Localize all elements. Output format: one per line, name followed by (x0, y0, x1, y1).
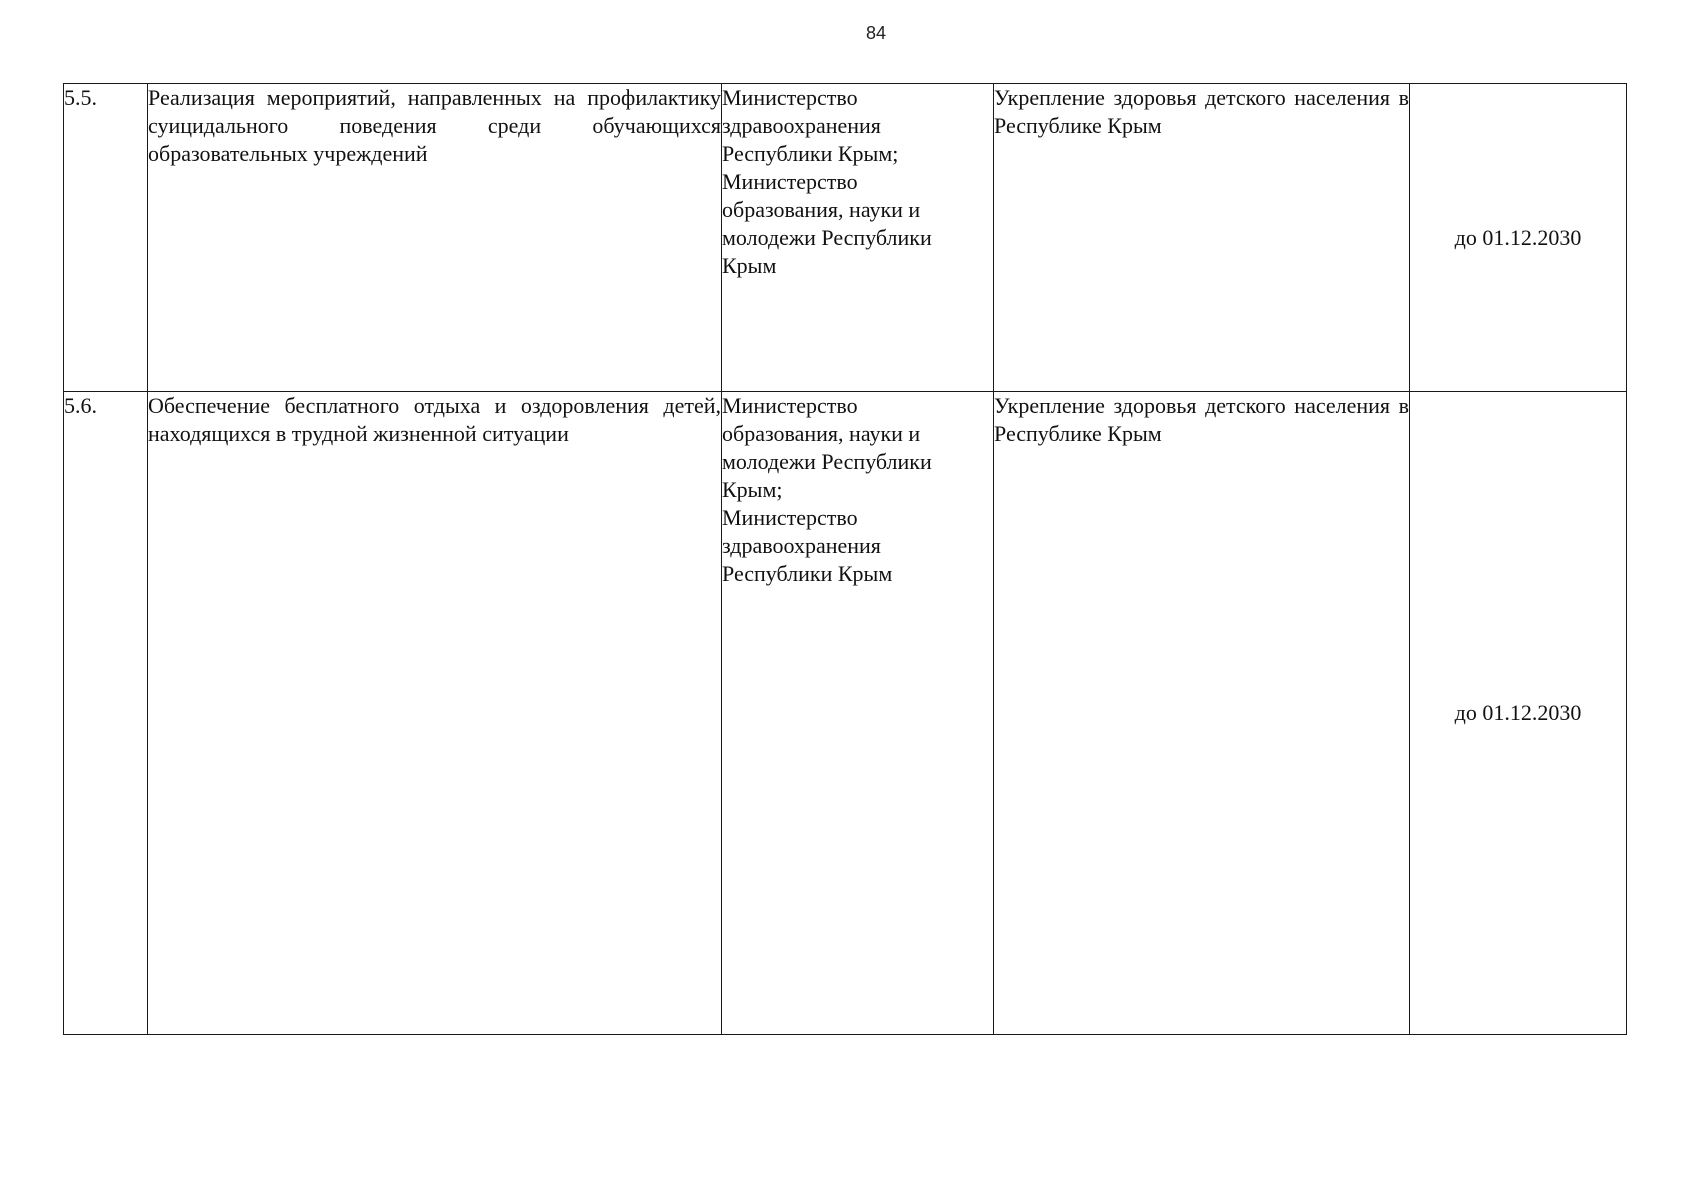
activity-description: Реализация мероприятий, направленных на профилактику суицидального поведения среди обучающихся образовательных учреждений (148, 84, 722, 392)
responsible-line: Министерство (722, 169, 858, 194)
deadline-text: до 01.12.2030 (1454, 700, 1582, 725)
responsible-line: Республики Крым (722, 561, 893, 586)
responsible-line: образования, науки и (722, 421, 921, 446)
expected-result: Укрепление здоровья детского населения в Республике Крым (994, 84, 1410, 392)
activity-description: Обеспечение бесплатного отдыха и оздоровления детей, находящихся в трудной жизненной ситуации (148, 392, 722, 1035)
responsible-executors (722, 392, 994, 1035)
responsible-line: Крым; (722, 477, 783, 502)
responsible-executors (722, 84, 994, 392)
responsible-line: Министерство (722, 393, 858, 418)
responsible-line: Министерство (722, 505, 858, 530)
item-number: 5.5. (64, 84, 148, 392)
responsible-line: Республики Крым; (722, 141, 899, 166)
measures-table (63, 83, 1627, 1035)
deadline (1410, 84, 1627, 392)
deadline (1410, 392, 1627, 1035)
responsible-line: молодежи Республики (722, 449, 932, 474)
deadline-text: до 01.12.2030 (1454, 224, 1582, 250)
item-number: 5.6. (64, 392, 148, 1035)
expected-result: Укрепление здоровья детского населения в Республике Крым (994, 392, 1410, 1035)
table-row (64, 84, 1627, 392)
table-row (64, 392, 1627, 1035)
responsible-line: молодежи Республики (722, 225, 932, 250)
responsible-line: Министерство (722, 85, 858, 110)
responsible-line: здравоохранения (722, 113, 881, 138)
responsible-line: Крым (722, 253, 777, 278)
responsible-line: образования, науки и (722, 197, 921, 222)
page-number: 84 (865, 23, 887, 43)
responsible-line: здравоохранения (722, 533, 881, 558)
